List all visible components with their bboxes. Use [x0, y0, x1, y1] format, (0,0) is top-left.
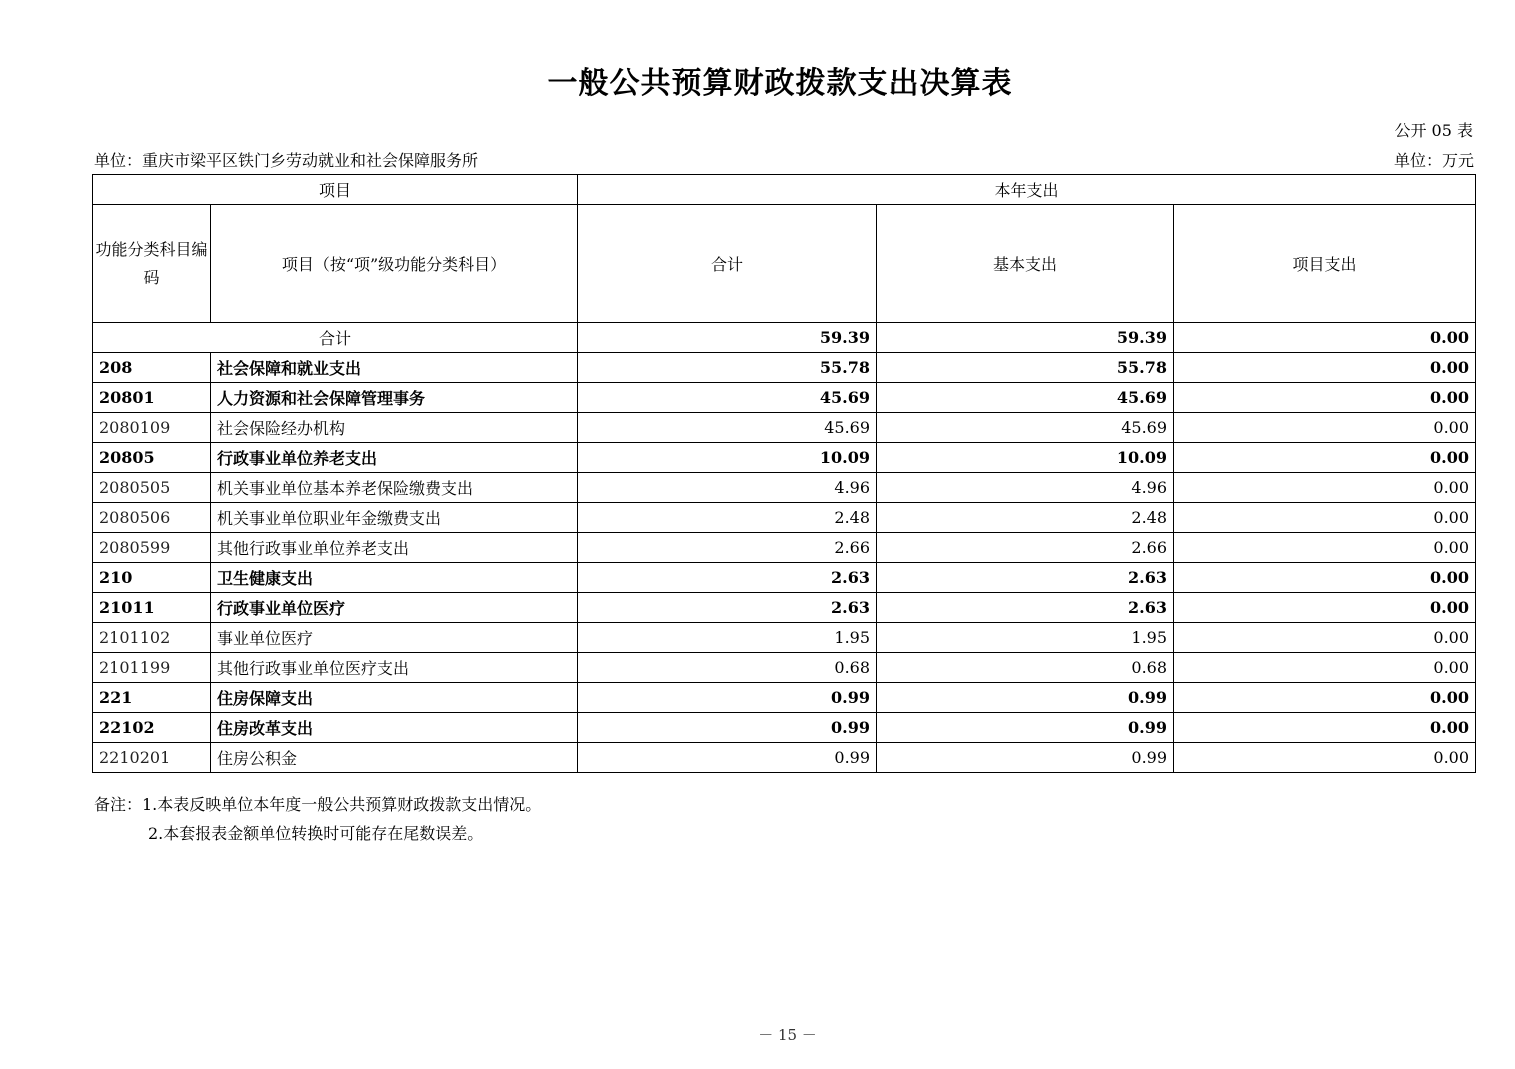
total-basic: 59.39	[877, 323, 1174, 353]
table-row	[93, 443, 1476, 473]
cell-basic: 45.69	[877, 413, 1174, 443]
cell-project: 0.00	[1174, 533, 1476, 563]
table-row	[93, 563, 1476, 593]
cell-project: 0.00	[1174, 473, 1476, 503]
cell-total: 2.63	[578, 593, 877, 623]
cell-total: 2.66	[578, 533, 877, 563]
cell-total: 0.99	[578, 713, 877, 743]
total-row	[93, 323, 1476, 353]
cell-project: 0.00	[1174, 413, 1476, 443]
cell-total: 0.99	[578, 743, 877, 773]
cell-name: 社会保障和就业支出	[211, 353, 578, 383]
col-header-name: 项目（按“项”级功能分类科目）	[211, 205, 578, 323]
cell-basic: 2.48	[877, 503, 1174, 533]
cell-project: 0.00	[1174, 563, 1476, 593]
cell-code: 2101102	[93, 623, 211, 653]
form-code: 公开 05 表	[1394, 121, 1473, 140]
col-header-project: 项目支出	[1174, 205, 1476, 323]
cell-total: 0.68	[578, 653, 877, 683]
header-row-1	[93, 175, 1476, 205]
cell-project: 0.00	[1174, 743, 1476, 773]
cell-basic: 45.69	[877, 383, 1174, 413]
cell-project: 0.00	[1174, 713, 1476, 743]
table-row	[93, 593, 1476, 623]
page-number: － 15 －	[758, 1026, 817, 1044]
note-line-1: 备注：1.本表反映单位本年度一般公共预算财政拨款支出情况。	[94, 795, 542, 814]
cell-code: 210	[93, 563, 211, 593]
cell-basic: 10.09	[877, 443, 1174, 473]
cell-code: 20805	[93, 443, 211, 473]
table-row	[93, 533, 1476, 563]
cell-code: 22102	[93, 713, 211, 743]
unit-organization: 单位：重庆市梁平区铁门乡劳动就业和社会保障服务所	[94, 151, 479, 170]
cell-name: 机关事业单位基本养老保险缴费支出	[211, 473, 578, 503]
cell-total: 0.99	[578, 683, 877, 713]
table-row	[93, 473, 1476, 503]
total-project: 0.00	[1174, 323, 1476, 353]
cell-total: 4.96	[578, 473, 877, 503]
cell-basic: 55.78	[877, 353, 1174, 383]
cell-project: 0.00	[1174, 353, 1476, 383]
table-row	[93, 653, 1476, 683]
cell-name: 住房改革支出	[211, 713, 578, 743]
cell-basic: 1.95	[877, 623, 1174, 653]
cell-project: 0.00	[1174, 653, 1476, 683]
header-row-2	[93, 205, 1476, 323]
cell-project: 0.00	[1174, 623, 1476, 653]
note-line-2: 2.本套报表金额单位转换时可能存在尾数误差。	[148, 824, 484, 843]
table-row	[93, 383, 1476, 413]
total-label: 合计	[93, 323, 578, 353]
cell-basic: 2.63	[877, 563, 1174, 593]
cell-project: 0.00	[1174, 683, 1476, 713]
cell-basic: 2.63	[877, 593, 1174, 623]
cell-project: 0.00	[1174, 503, 1476, 533]
cell-name: 社会保险经办机构	[211, 413, 578, 443]
cell-code: 2210201	[93, 743, 211, 773]
header-item: 项目	[93, 175, 578, 205]
cell-total: 10.09	[578, 443, 877, 473]
table-row	[93, 503, 1476, 533]
cell-basic: 0.99	[877, 743, 1174, 773]
cell-total: 45.69	[578, 383, 877, 413]
table-row	[93, 683, 1476, 713]
cell-project: 0.00	[1174, 383, 1476, 413]
unit-currency: 单位：万元	[1393, 151, 1474, 170]
cell-basic: 0.99	[877, 713, 1174, 743]
table-row	[93, 743, 1476, 773]
col-header-basic: 基本支出	[877, 205, 1174, 323]
table-row	[93, 353, 1476, 383]
table-row	[93, 713, 1476, 743]
cell-code: 21011	[93, 593, 211, 623]
cell-basic: 2.66	[877, 533, 1174, 563]
cell-basic: 0.68	[877, 653, 1174, 683]
cell-code: 2080506	[93, 503, 211, 533]
cell-name: 住房公积金	[211, 743, 578, 773]
cell-name: 机关事业单位职业年金缴费支出	[211, 503, 578, 533]
cell-code: 2080599	[93, 533, 211, 563]
cell-total: 45.69	[578, 413, 877, 443]
cell-code: 20801	[93, 383, 211, 413]
cell-name: 其他行政事业单位医疗支出	[211, 653, 578, 683]
page-title: 一般公共预算财政拨款支出决算表	[547, 66, 1013, 101]
cell-code: 2101199	[93, 653, 211, 683]
cell-code: 208	[93, 353, 211, 383]
total-total: 59.39	[578, 323, 877, 353]
cell-total: 2.63	[578, 563, 877, 593]
cell-name: 事业单位医疗	[211, 623, 578, 653]
table-row	[93, 623, 1476, 653]
cell-code: 2080505	[93, 473, 211, 503]
expenditure-table	[92, 174, 1476, 773]
col-header-code: 功能分类科目编码	[93, 205, 211, 323]
cell-project: 0.00	[1174, 593, 1476, 623]
cell-project: 0.00	[1174, 443, 1476, 473]
cell-basic: 4.96	[877, 473, 1174, 503]
cell-total: 55.78	[578, 353, 877, 383]
col-header-total: 合计	[578, 205, 877, 323]
cell-name: 行政事业单位养老支出	[211, 443, 578, 473]
cell-total: 1.95	[578, 623, 877, 653]
cell-code: 2080109	[93, 413, 211, 443]
header-year-expenditure: 本年支出	[578, 175, 1476, 205]
table-row	[93, 413, 1476, 443]
cell-code: 221	[93, 683, 211, 713]
cell-name: 住房保障支出	[211, 683, 578, 713]
cell-total: 2.48	[578, 503, 877, 533]
notes	[94, 790, 541, 848]
cell-basic: 0.99	[877, 683, 1174, 713]
cell-name: 人力资源和社会保障管理事务	[211, 383, 578, 413]
cell-name: 行政事业单位医疗	[211, 593, 578, 623]
cell-name: 卫生健康支出	[211, 563, 578, 593]
cell-name: 其他行政事业单位养老支出	[211, 533, 578, 563]
